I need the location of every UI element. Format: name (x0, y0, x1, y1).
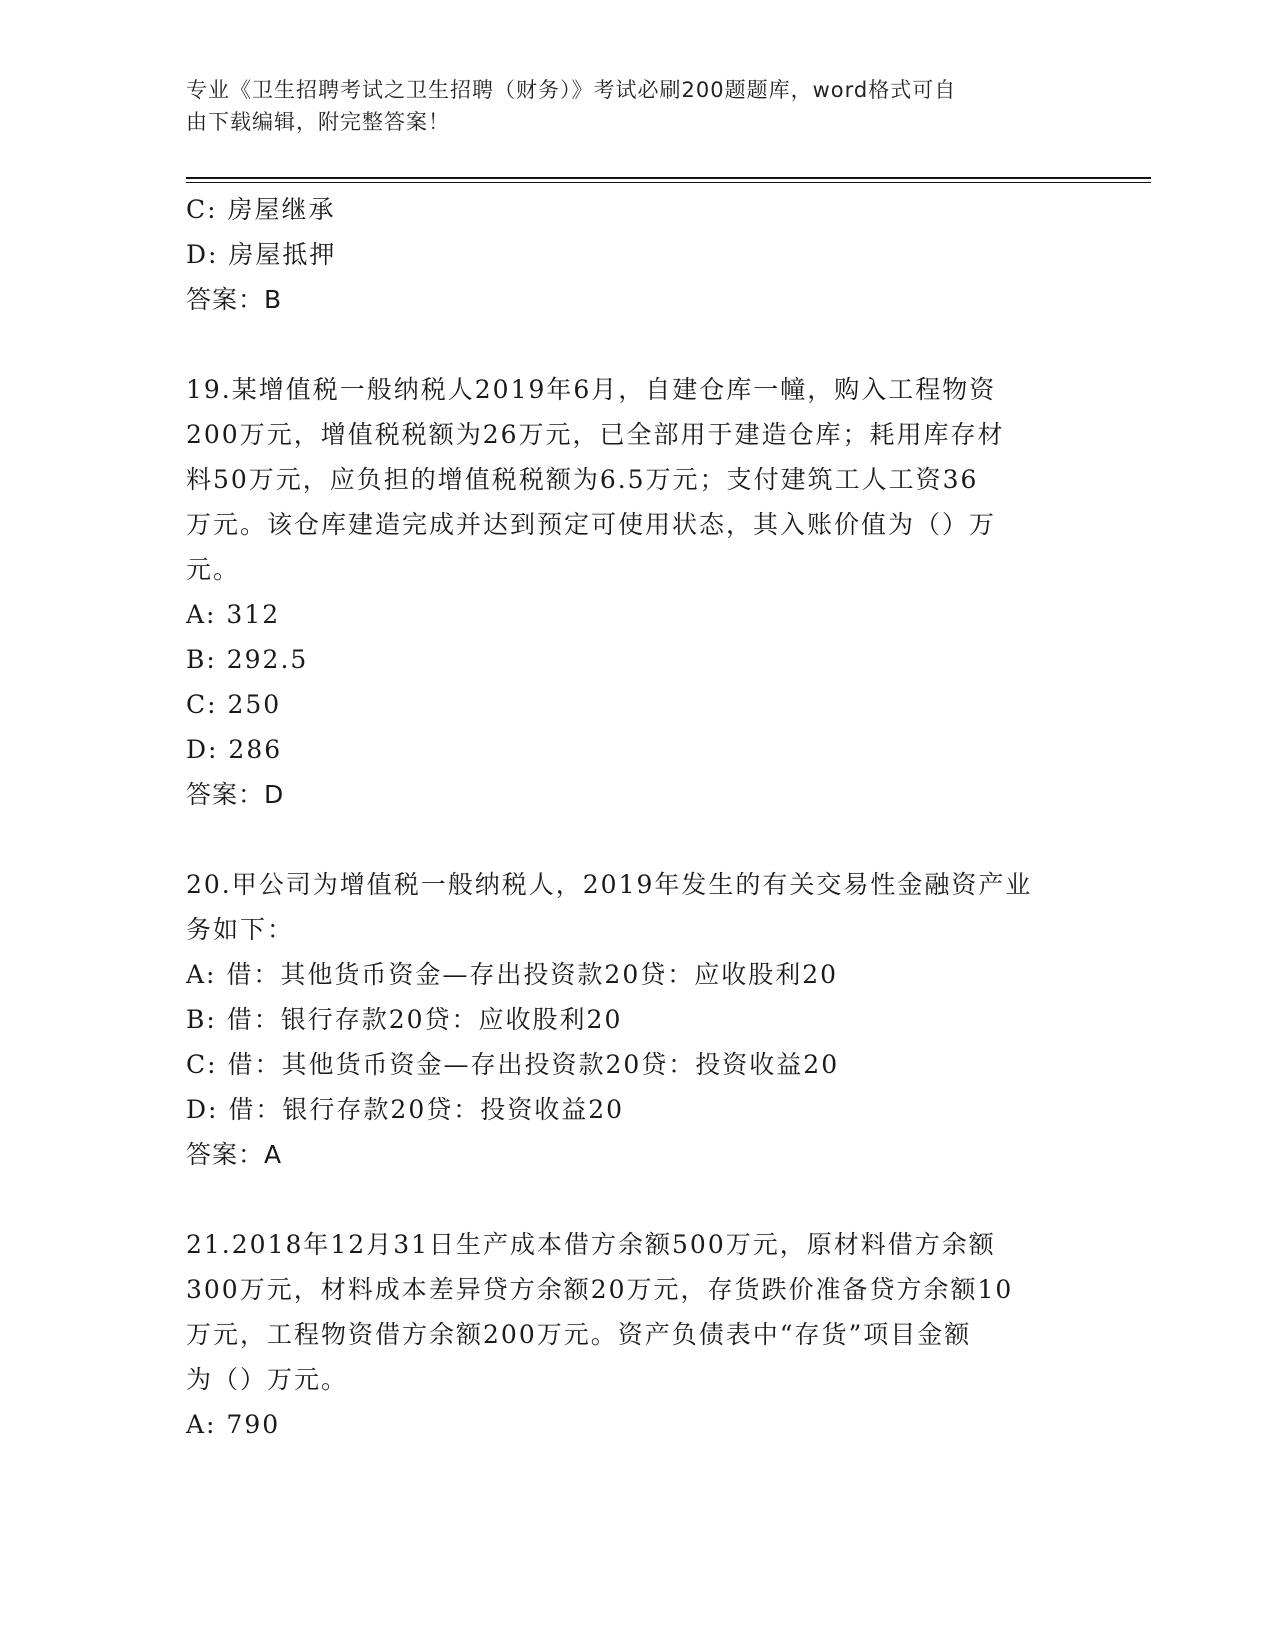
option-c: C: 借：其他货币资金—存出投资款20贷：投资收益20 (186, 1050, 840, 1079)
question-text-line: 为（）万元。 (186, 1365, 349, 1394)
question-text-line: 19.某增值税一般纳税人2019年6月，自建仓库一幢，购入工程物资 (186, 375, 997, 404)
answer-line: 答案：A (186, 1140, 283, 1169)
spacer (186, 1178, 1086, 1222)
question-text-line: 料50万元，应负担的增值税税额为6.5万元；支付建筑工人工资36 (186, 465, 979, 494)
option-b: B: 借：银行存款20贷：应收股利20 (186, 1005, 623, 1034)
spacer (186, 323, 1086, 367)
header-rule-thick (186, 177, 1151, 179)
question-text-line: 20.甲公司为增值税一般纳税人，2019年发生的有关交易性金融资产业 (186, 870, 1033, 899)
question-text-line: 务如下： (186, 915, 295, 944)
option-a: A: 790 (186, 1410, 281, 1439)
option-c: C: 房屋继承 (186, 195, 336, 224)
option-a: A: 312 (186, 600, 281, 629)
spacer (186, 818, 1086, 862)
answer-line: 答案：D (186, 780, 285, 809)
option-d: D: 286 (186, 735, 283, 764)
document-header (186, 74, 1066, 138)
question-21 (186, 1222, 1086, 1447)
answer-line: 答案：B (186, 285, 283, 314)
question-text-line: 300万元，材料成本差异贷方余额20万元，存货跌价准备贷方余额10 (186, 1275, 1014, 1304)
header-line-2: 由下载编辑，附完整答案！ (186, 110, 450, 134)
option-d: D: 房屋抵押 (186, 240, 337, 269)
option-d: D: 借：银行存款20贷：投资收益20 (186, 1095, 625, 1124)
question-19 (186, 367, 1086, 818)
question-20 (186, 862, 1086, 1178)
question-text-line: 万元，工程物资借方余额200万元。资产负债表中“存货”项目金额 (186, 1320, 972, 1349)
document-body (186, 187, 1086, 1447)
header-line-1: 专业《卫生招聘考试之卫生招聘（财务）》考试必刷200题题库，word格式可自 (186, 78, 957, 102)
header-rule-thin (186, 182, 1151, 183)
option-b: B: 292.5 (186, 645, 309, 674)
question-text-line: 21.2018年12月31日生产成本借方余额500万元，原材料借方余额 (186, 1230, 996, 1259)
option-a: A: 借：其他货币资金—存出投资款20贷：应收股利20 (186, 960, 839, 989)
question-18-tail (186, 187, 1086, 323)
question-text-line: 200万元，增值税税额为26万元，已全部用于建造仓库；耗用库存材 (186, 420, 1005, 449)
question-text-line: 万元。该仓库建造完成并达到预定可使用状态，其入账价值为（）万 (186, 510, 997, 539)
option-c: C: 250 (186, 690, 282, 719)
question-text-line: 元。 (186, 555, 241, 584)
